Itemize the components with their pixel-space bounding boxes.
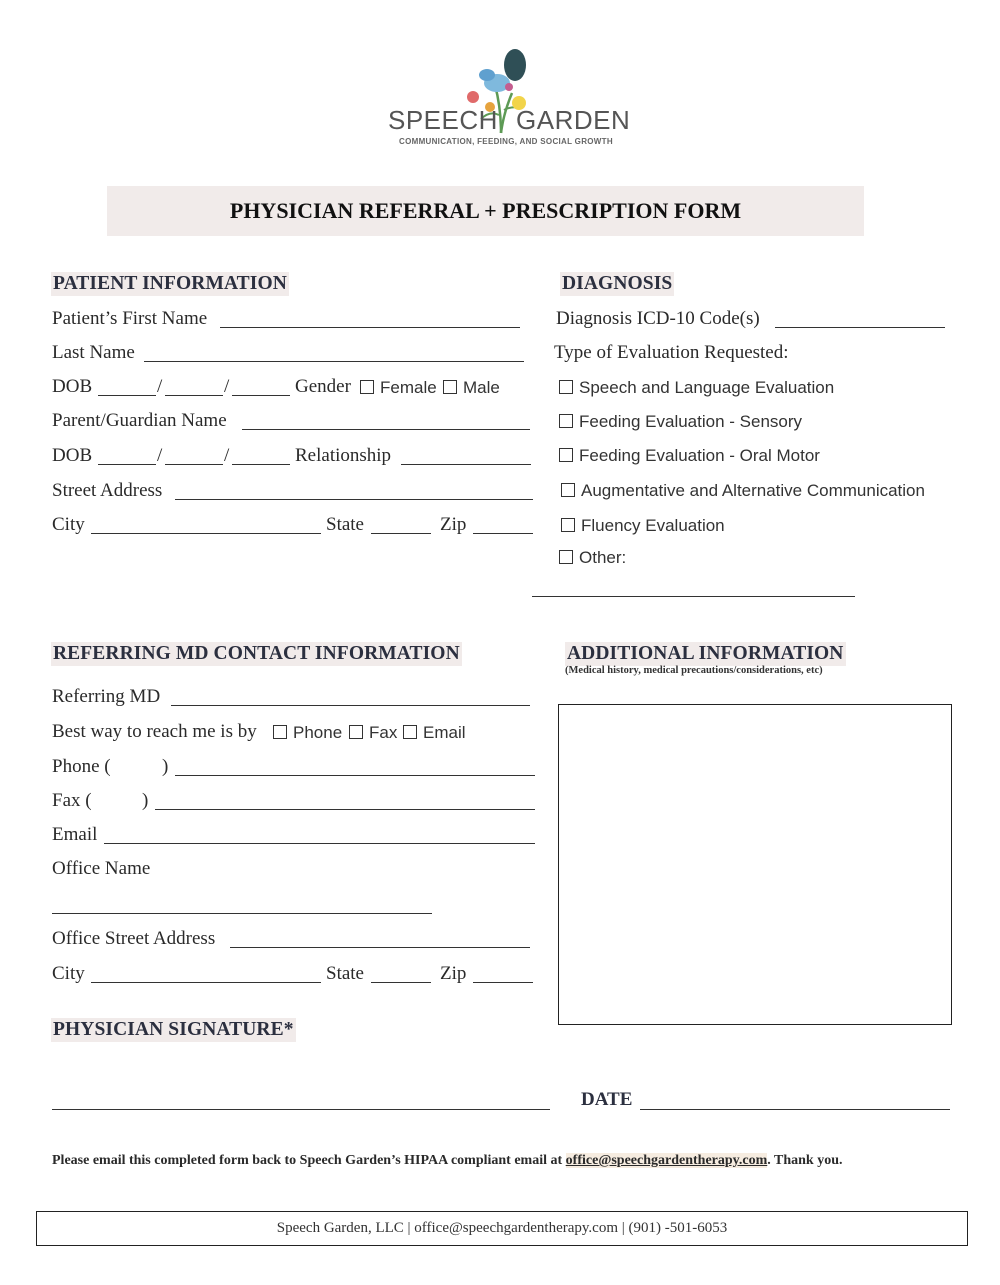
city-field[interactable] bbox=[91, 533, 321, 534]
form-title: PHYSICIAN REFERRAL + PRESCRIPTION FORM bbox=[229, 198, 742, 223]
date-field[interactable] bbox=[640, 1109, 950, 1110]
diagnosis-heading: DIAGNOSIS bbox=[562, 273, 673, 294]
checkbox-icon[interactable] bbox=[403, 725, 417, 739]
guardian-dob-month-field[interactable] bbox=[98, 464, 156, 465]
checkbox-icon[interactable] bbox=[360, 380, 374, 394]
relationship-field[interactable] bbox=[401, 464, 531, 465]
office-street-label: Office Street Address bbox=[52, 928, 216, 949]
office-state-field[interactable] bbox=[371, 982, 431, 983]
eval-option-label: Feeding Evaluation - Oral Motor bbox=[579, 446, 820, 465]
checkbox-icon[interactable] bbox=[561, 483, 575, 497]
office-state-label: State bbox=[326, 963, 364, 984]
checkbox-icon[interactable] bbox=[443, 380, 457, 394]
state-label: State bbox=[326, 514, 364, 535]
checkbox-icon[interactable] bbox=[559, 550, 573, 564]
fax-field[interactable] bbox=[155, 809, 535, 810]
office-city-field[interactable] bbox=[91, 982, 321, 983]
patient-info-heading: PATIENT INFORMATION bbox=[53, 273, 287, 294]
street-address-field[interactable] bbox=[175, 499, 533, 500]
footer-contact: Speech Garden, LLC | office@speechgardentherapy.com | (901) -501-6053 bbox=[276, 1220, 728, 1236]
checkbox-icon[interactable] bbox=[349, 725, 363, 739]
logo-tagline: COMMUNICATION, FEEDING, AND SOCIAL GROWTH bbox=[399, 137, 613, 146]
zip-label: Zip bbox=[440, 514, 467, 535]
phone-label: Phone ( bbox=[52, 756, 111, 777]
instructions-thanks: . Thank you. bbox=[767, 1153, 843, 1168]
checkbox-icon[interactable] bbox=[273, 725, 287, 739]
eval-option-label: Speech and Language Evaluation bbox=[579, 378, 835, 397]
office-email-link[interactable]: office@speechgardentherapy.com bbox=[565, 1153, 768, 1168]
patient-dob-month-field[interactable] bbox=[98, 395, 156, 396]
footer bbox=[36, 1211, 968, 1246]
reach-phone-label: Phone bbox=[293, 723, 343, 742]
office-zip-label: Zip bbox=[440, 963, 467, 984]
eval-option-label: Augmentative and Alternative Communication bbox=[581, 481, 925, 500]
email-label: Email bbox=[52, 824, 98, 845]
office-zip-field[interactable] bbox=[473, 982, 533, 983]
state-field[interactable] bbox=[371, 533, 431, 534]
guardian-dob-label: DOB bbox=[52, 445, 93, 466]
office-name-label: Office Name bbox=[52, 858, 151, 879]
first-name-field[interactable] bbox=[220, 327, 520, 328]
email-field[interactable] bbox=[104, 843, 535, 844]
phone-field[interactable] bbox=[175, 775, 535, 776]
patient-dob-day-field[interactable] bbox=[165, 395, 223, 396]
icd-field[interactable] bbox=[775, 327, 945, 328]
dob-slash: / bbox=[157, 376, 163, 397]
eval-option-feeding-oral-motor[interactable] bbox=[559, 446, 820, 466]
gender-label: Gender bbox=[295, 376, 351, 397]
office-name-field[interactable] bbox=[52, 913, 432, 914]
dob-slash: / bbox=[224, 376, 230, 397]
eval-option-fluency[interactable] bbox=[561, 516, 725, 536]
reach-email-label: Email bbox=[423, 723, 466, 742]
zip-field[interactable] bbox=[473, 533, 533, 534]
logo-word-left: SPEECH bbox=[388, 105, 498, 135]
reach-label: Best way to reach me is by bbox=[52, 721, 257, 742]
referring-md-heading: REFERRING MD CONTACT INFORMATION bbox=[53, 643, 460, 664]
office-city-label: City bbox=[52, 963, 85, 984]
eval-option-feeding-sensory[interactable] bbox=[559, 412, 802, 432]
relationship-label: Relationship bbox=[295, 445, 392, 466]
logo-word-right: GARDEN bbox=[516, 105, 631, 135]
guardian-dob-day-field[interactable] bbox=[165, 464, 223, 465]
signature-heading: PHYSICIAN SIGNATURE* bbox=[53, 1019, 294, 1040]
other-field[interactable] bbox=[532, 596, 855, 597]
eval-option-label: Fluency Evaluation bbox=[581, 516, 725, 535]
phone-paren-close: ) bbox=[162, 756, 169, 777]
gender-female-option[interactable] bbox=[360, 378, 437, 398]
office-street-field[interactable] bbox=[230, 947, 530, 948]
icd-label: Diagnosis ICD-10 Code(s) bbox=[556, 308, 760, 329]
additional-info-textarea[interactable] bbox=[558, 704, 952, 1025]
last-name-field[interactable] bbox=[144, 361, 524, 362]
fax-label: Fax ( bbox=[52, 790, 92, 811]
gender-male-option[interactable] bbox=[443, 378, 500, 398]
return-instructions bbox=[52, 1153, 843, 1169]
eval-option-speech[interactable] bbox=[559, 378, 834, 398]
first-name-label: Patient’s First Name bbox=[52, 308, 208, 329]
fax-paren-close: ) bbox=[142, 790, 149, 811]
checkbox-icon[interactable] bbox=[559, 448, 573, 462]
eval-option-aac[interactable] bbox=[561, 481, 925, 501]
last-name-label: Last Name bbox=[52, 342, 135, 363]
city-label: City bbox=[52, 514, 85, 535]
additional-info-heading: ADDITIONAL INFORMATION bbox=[567, 643, 844, 664]
reach-phone-option[interactable] bbox=[273, 723, 342, 743]
reach-email-option[interactable] bbox=[403, 723, 466, 743]
referring-md-label: Referring MD bbox=[52, 686, 161, 707]
patient-dob-year-field[interactable] bbox=[232, 395, 290, 396]
checkbox-icon[interactable] bbox=[561, 518, 575, 532]
eval-option-label: Other: bbox=[579, 548, 627, 567]
guardian-name-field[interactable] bbox=[242, 429, 530, 430]
patient-dob-label: DOB bbox=[52, 376, 93, 397]
additional-info-subtitle: (Medical history, medical precautions/considerations, etc) bbox=[565, 665, 823, 676]
reach-fax-label: Fax bbox=[369, 723, 398, 742]
signature-field[interactable] bbox=[52, 1109, 550, 1110]
female-label: Female bbox=[380, 378, 437, 397]
male-label: Male bbox=[463, 378, 500, 397]
eval-option-other[interactable] bbox=[559, 548, 626, 568]
eval-option-label: Feeding Evaluation - Sensory bbox=[579, 412, 803, 431]
checkbox-icon[interactable] bbox=[559, 380, 573, 394]
dob-slash: / bbox=[157, 445, 163, 466]
guardian-name-label: Parent/Guardian Name bbox=[52, 410, 227, 431]
street-address-label: Street Address bbox=[52, 480, 163, 501]
guardian-dob-year-field[interactable] bbox=[232, 464, 290, 465]
dob-slash: / bbox=[224, 445, 230, 466]
eval-type-label: Type of Evaluation Requested: bbox=[554, 342, 789, 363]
title-banner bbox=[107, 186, 864, 236]
logo bbox=[385, 45, 631, 150]
date-label: DATE bbox=[581, 1089, 633, 1110]
checkbox-icon[interactable] bbox=[559, 414, 573, 428]
reach-fax-option[interactable] bbox=[349, 723, 397, 743]
instructions-text: Please email this completed form back to Speech Garden’s HIPAA compliant email at bbox=[52, 1153, 566, 1168]
referring-md-field[interactable] bbox=[171, 705, 530, 706]
